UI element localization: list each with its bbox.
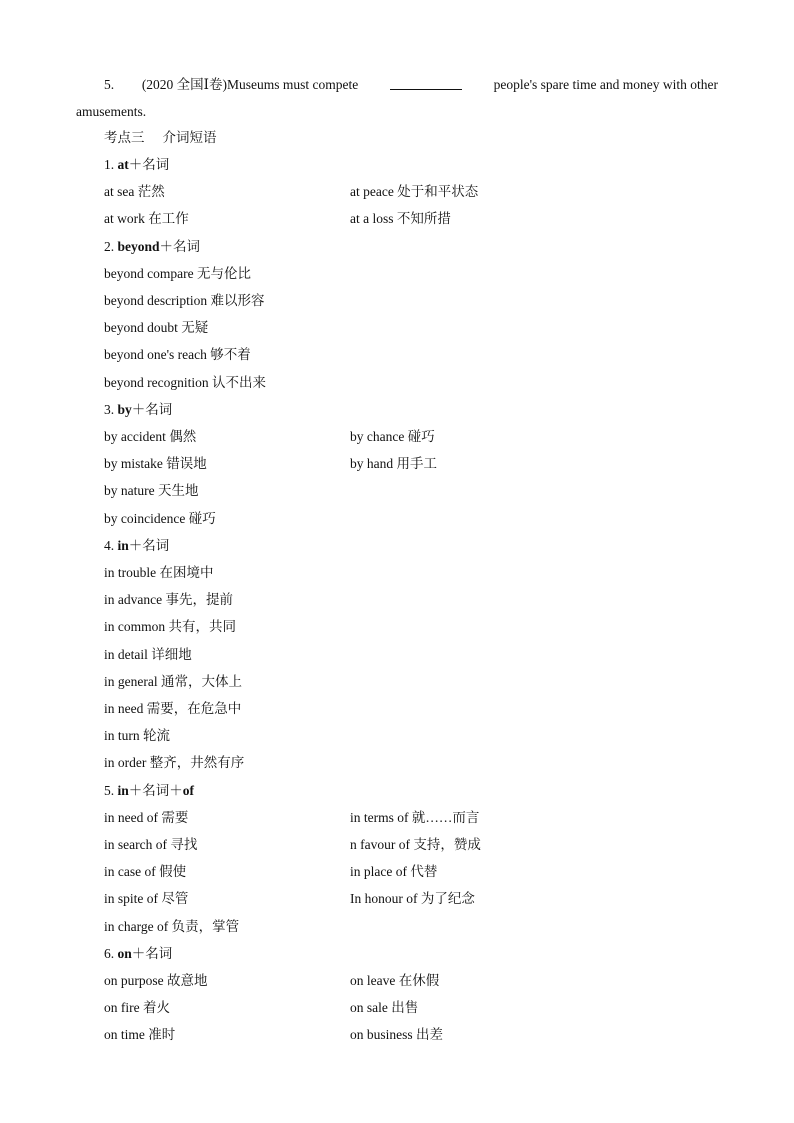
phrase-item: by chance 碰巧 xyxy=(350,429,435,444)
phrase-item: in spite of 尽管 xyxy=(104,891,189,906)
phrase-item: on leave 在休假 xyxy=(350,973,440,988)
phrase-item: n favour of 支持，赞成 xyxy=(350,837,481,852)
phrase-item: by hand 用手工 xyxy=(350,456,437,471)
group-suffix: ＋名词 xyxy=(131,402,173,417)
group-suffix: ＋名词 xyxy=(128,538,170,553)
phrase-item: beyond one's reach 够不着 xyxy=(104,347,251,362)
group-index: 2. xyxy=(104,239,118,254)
section-title: 介词短语 xyxy=(162,130,217,145)
group-heading xyxy=(104,538,169,554)
phrase-item: by nature 天生地 xyxy=(104,483,199,498)
phrase-item: in advance 事先，提前 xyxy=(104,592,233,607)
phrase-item: in order 整齐，井然有序 xyxy=(104,755,245,770)
group-suffix: ＋名词 xyxy=(131,946,173,961)
group-index: 6. xyxy=(104,946,118,961)
phrase-item: in need of 需要 xyxy=(104,810,189,825)
phrase-item: beyond compare 无与伦比 xyxy=(104,266,251,281)
phrase-item: in detail 详细地 xyxy=(104,647,192,662)
group-keyword: in xyxy=(117,538,129,553)
group-suffix: ＋名词 xyxy=(159,239,201,254)
phrase-item: by mistake 错误地 xyxy=(104,456,207,471)
phrase-item: in common 共有，共同 xyxy=(104,619,236,634)
phrase-item: in need 需要，在危急中 xyxy=(104,701,242,716)
phrase-item: on purpose 故意地 xyxy=(104,973,208,988)
group-heading xyxy=(104,783,194,799)
group-heading xyxy=(104,239,200,255)
group-index: 4. xyxy=(104,538,118,553)
phrase-item: beyond doubt 无疑 xyxy=(104,320,209,335)
group-heading xyxy=(104,157,169,173)
phrase-item: in turn 轮流 xyxy=(104,728,170,743)
phrase-item: in trouble 在困境中 xyxy=(104,565,214,580)
phrase-item: at work 在工作 xyxy=(104,211,189,226)
section-heading xyxy=(104,130,217,146)
group-heading xyxy=(104,402,172,418)
question-source: (2020 全国Ⅰ卷)Museums must compete xyxy=(141,77,359,92)
phrase-item: on fire 着火 xyxy=(104,1000,170,1015)
phrase-item: at sea 茫然 xyxy=(104,184,165,199)
phrase-item: at peace 处于和平状态 xyxy=(350,184,479,199)
question-number: 5. xyxy=(104,77,115,92)
phrase-item: in place of 代替 xyxy=(350,864,438,879)
group-keyword: of xyxy=(182,783,195,798)
group-keyword: on xyxy=(117,946,132,961)
phrase-item: in terms of 就……而言 xyxy=(350,810,480,825)
phrase-item: on sale 出售 xyxy=(350,1000,419,1015)
phrase-item: beyond description 难以形容 xyxy=(104,293,265,308)
phrase-item: in general 通常，大体上 xyxy=(104,674,242,689)
group-index: 1. xyxy=(104,157,118,172)
phrase-item: on time 准时 xyxy=(104,1027,176,1042)
group-keyword: by xyxy=(117,402,132,417)
phrase-item: in search of 寻找 xyxy=(104,837,198,852)
phrase-item: on business 出差 xyxy=(350,1027,444,1042)
phrase-item: at a loss 不知所措 xyxy=(350,211,451,226)
question-text: people's spare time and money with other xyxy=(493,77,718,92)
phrase-item: in charge of 负责，掌管 xyxy=(104,919,240,934)
question-line xyxy=(104,77,718,93)
phrase-item: by coincidence 碰巧 xyxy=(104,511,216,526)
answer-blank[interactable] xyxy=(390,77,462,90)
phrase-item: beyond recognition 认不出来 xyxy=(104,375,266,390)
phrase-item: by accident 偶然 xyxy=(104,429,197,444)
group-keyword: at xyxy=(117,157,129,172)
group-index: 3. xyxy=(104,402,118,417)
phrase-item: In honour of 为了纪念 xyxy=(350,891,475,906)
group-heading xyxy=(104,946,172,962)
group-keyword: beyond xyxy=(117,239,160,254)
group-keyword: in xyxy=(117,783,129,798)
question-continuation: amusements. xyxy=(76,104,147,119)
section-label: 考点三 xyxy=(104,130,145,145)
group-suffix: ＋名词 xyxy=(128,157,170,172)
group-suffix: ＋名词＋ xyxy=(128,783,183,798)
group-index: 5. xyxy=(104,783,118,798)
phrase-item: in case of 假使 xyxy=(104,864,187,879)
